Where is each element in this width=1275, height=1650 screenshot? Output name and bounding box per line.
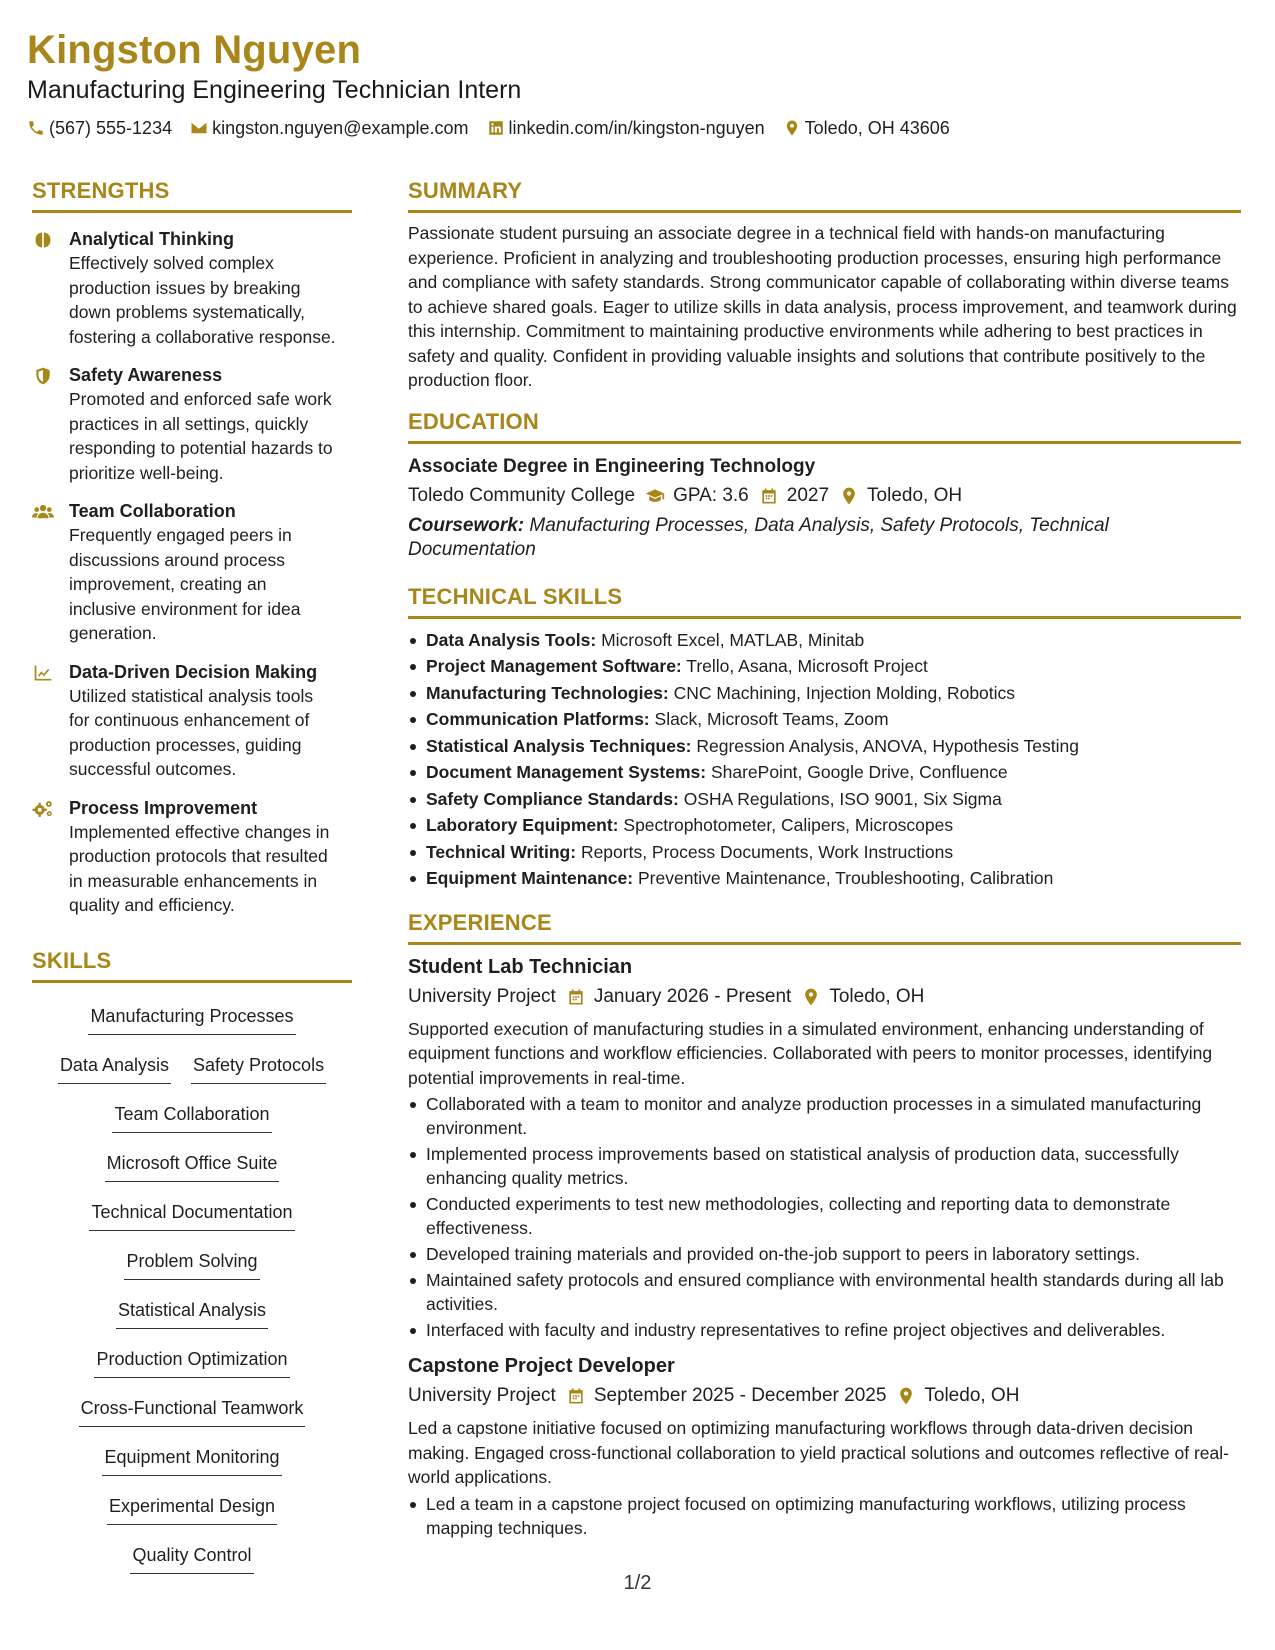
list-item: Developed training materials and provided on-the-job support to peers in laboratory settings. — [408, 1242, 1241, 1266]
skill-tag: Microsoft Office Suite — [105, 1149, 280, 1182]
strengths-heading: STRENGTHS — [32, 178, 170, 203]
map-pin-icon — [896, 1386, 916, 1406]
strengths-section — [32, 176, 352, 918]
email-text[interactable]: kingston.nguyen@example.com — [212, 118, 469, 138]
chart-line-icon — [32, 663, 54, 683]
job-entry — [408, 1352, 1241, 1540]
strength-item — [32, 796, 352, 918]
skill-tag: Experimental Design — [107, 1492, 277, 1525]
skill-tag: Statistical Analysis — [116, 1296, 268, 1329]
list-item: Manufacturing Technologies: CNC Machining, Injection Molding, Robotics — [408, 680, 1241, 707]
shield-icon — [32, 366, 54, 386]
section-divider — [408, 942, 1241, 945]
strength-item — [32, 363, 352, 485]
phone-icon — [27, 119, 45, 137]
job-meta — [408, 1382, 1241, 1410]
brain-icon — [32, 230, 54, 250]
school-name: Toledo Community College — [408, 484, 636, 506]
users-icon — [32, 502, 54, 522]
job-description: Supported execution of manufacturing studies in a simulated environment, enhancing understanding of equipment functions and workflow efficiencies. Collaborated with peers to monitor processes, identifying potential improvements in real-time. — [408, 1018, 1213, 1088]
job-title: Capstone Project Developer — [408, 1355, 675, 1377]
job-meta — [408, 983, 1241, 1011]
skills-section — [32, 946, 352, 1583]
list-item: Statistical Analysis Techniques: Regression Analysis, ANOVA, Hypothesis Testing — [408, 733, 1241, 760]
list-item: Collaborated with a team to monitor and analyze production processes in a simulated manufacturing environment. — [408, 1092, 1241, 1140]
strength-desc: Effectively solved complex production issues by breaking down problems systematically, fostering a collaborative response. — [69, 253, 336, 347]
coursework-list: Manufacturing Processes, Data Analysis, Safety Protocols, Technical Documentation — [408, 514, 1109, 560]
grad-year: 2027 — [786, 484, 830, 506]
linkedin-text[interactable]: linkedin.com/in/kingston-nguyen — [508, 118, 765, 138]
right-column — [408, 176, 1241, 1542]
strength-item — [32, 660, 352, 782]
list-item: Project Management Software: Trello, Asana, Microsoft Project — [408, 653, 1241, 680]
gpa: GPA: 3.6 — [673, 484, 749, 506]
linkedin-icon — [487, 119, 505, 137]
phone-text: (567) 555-1234 — [49, 118, 173, 138]
page-number: 1/2 — [623, 1572, 652, 1594]
strength-title: Safety Awareness — [69, 365, 223, 385]
job-location: Toledo, OH — [829, 985, 925, 1007]
map-pin-icon — [801, 987, 821, 1007]
job-dates: September 2025 - December 2025 — [593, 1385, 887, 1406]
job-description: Led a capstone initiative focused on optimizing manufacturing workflows through data-driven decision making. Engaged cross-functional collaboration to yield practical solutions and outcomes reflective of real-world applications. — [408, 1418, 1229, 1487]
skill-tag: Quality Control — [130, 1541, 253, 1574]
skill-tag: Team Collaboration — [112, 1100, 271, 1133]
strength-desc: Implemented effective changes in production protocols that resulted in measurable enhancements in quality and efficiency. — [69, 821, 330, 915]
job-entry — [408, 953, 1241, 1343]
list-item: Document Management Systems: SharePoint, Google Drive, Confluence — [408, 759, 1241, 786]
summary-text: Passionate student pursuing an associate degree in a technical field with hands-on manufacturing experience. Proficient in analyzing and troubleshooting production processes, ensuring high performance and compliance with safety standards. Strong communicator capable of collaborating within diverse teams to achieve shared goals. Eager to utilize skills in data analysis, process improvement, and teamwork during this internship. Commitment to maintaining productive environments while adhering to best practices in safety and quality. Confident in providing valuable insights and solutions that contribute positively to the production floor. — [408, 223, 1237, 390]
strength-title: Data-Driven Decision Making — [69, 661, 318, 682]
coursework-label: Coursework: — [408, 514, 525, 536]
skill-tag: Equipment Monitoring — [102, 1443, 281, 1476]
list-item: Conducted experiments to test new methodologies, collecting and reporting data to demonstrate effectiveness. — [408, 1192, 1241, 1240]
degree-title: Associate Degree in Engineering Technology — [408, 455, 816, 477]
list-item: Interfaced with faculty and industry representatives to refine project objectives and deliverables. — [408, 1318, 1241, 1342]
job-bullets — [408, 1092, 1241, 1342]
calendar-icon — [759, 486, 779, 506]
job-org: University Project — [408, 985, 556, 1007]
calendar-icon — [566, 987, 586, 1007]
list-item: Safety Compliance Standards: OSHA Regulations, ISO 9001, Six Sigma — [408, 786, 1241, 813]
list-item: Maintained safety protocols and ensured compliance with environmental health standards during all lab activities. — [408, 1268, 1241, 1316]
summary-heading: SUMMARY — [408, 178, 523, 203]
left-column — [32, 176, 352, 1583]
list-item: Communication Platforms: Slack, Microsoft Teams, Zoom — [408, 706, 1241, 733]
section-divider — [32, 980, 352, 983]
education-section — [408, 407, 1241, 562]
skill-tag: Manufacturing Processes — [88, 1002, 295, 1035]
school-location: Toledo, OH — [867, 484, 963, 506]
contact-email[interactable] — [190, 116, 468, 140]
list-item: Led a team in a capstone project focused on optimizing manufacturing workflows, utilizing process mapping techniques. — [408, 1492, 1241, 1540]
education-heading: EDUCATION — [408, 408, 539, 434]
skill-tag: Safety Protocols — [191, 1051, 326, 1084]
job-title: Student Lab Technician — [408, 955, 633, 978]
skill-tag: Technical Documentation — [89, 1198, 294, 1231]
experience-section — [408, 908, 1241, 1540]
education-meta — [408, 482, 1241, 510]
strength-item — [32, 499, 352, 646]
skills-heading: SKILLS — [32, 947, 112, 973]
coursework — [408, 514, 1241, 562]
contact-phone — [27, 116, 172, 140]
technical-skills-list — [408, 627, 1241, 892]
strength-desc: Utilized statistical analysis tools for continuous enhancement of production processes, guiding successful outcomes. — [69, 685, 314, 779]
gears-icon — [32, 799, 54, 819]
strength-item — [32, 227, 352, 349]
section-divider — [32, 210, 352, 213]
skill-tag: Production Optimization — [94, 1345, 289, 1378]
job-dates: January 2026 - Present — [593, 985, 792, 1007]
resume-header — [27, 26, 1247, 140]
list-item: Data Analysis Tools: Microsoft Excel, MATLAB, Minitab — [408, 627, 1241, 654]
calendar-icon — [566, 1386, 586, 1406]
map-pin-icon — [783, 119, 801, 137]
envelope-icon — [190, 119, 208, 137]
list-item: Equipment Maintenance: Preventive Maintenance, Troubleshooting, Calibration — [408, 865, 1241, 892]
experience-heading: EXPERIENCE — [408, 909, 552, 935]
skill-tag: Cross-Functional Teamwork — [79, 1394, 306, 1427]
contact-location — [783, 116, 950, 140]
strength-title: Process Improvement — [69, 797, 258, 818]
skills-list — [32, 995, 352, 1583]
section-divider — [408, 616, 1241, 619]
strength-title: Team Collaboration — [69, 501, 236, 521]
skill-tag: Problem Solving — [124, 1247, 259, 1280]
candidate-title: Manufacturing Engineering Technician Intern — [27, 76, 522, 104]
candidate-name: Kingston Nguyen — [27, 28, 362, 72]
list-item: Laboratory Equipment: Spectrophotometer, Calipers, Microscopes — [408, 812, 1241, 839]
list-item: Technical Writing: Reports, Process Documents, Work Instructions — [408, 839, 1241, 866]
skill-tag: Data Analysis — [58, 1051, 171, 1084]
section-divider — [408, 441, 1241, 444]
contact-bar — [27, 116, 1247, 140]
strength-title: Analytical Thinking — [69, 229, 235, 249]
map-pin-icon — [839, 486, 859, 506]
strength-desc: Promoted and enforced safe work practices in all settings, quickly responding to potential hazards to prioritize well-being. — [69, 389, 333, 483]
job-bullets — [408, 1492, 1241, 1540]
list-item: Implemented process improvements based on statistical analysis of production data, successfully enhancing quality metrics. — [408, 1142, 1241, 1190]
job-location: Toledo, OH — [924, 1385, 1020, 1406]
location-text: Toledo, OH 43606 — [804, 118, 950, 138]
technical-skills-heading: TECHNICAL SKILLS — [408, 583, 623, 609]
strength-desc: Frequently engaged peers in discussions around process improvement, creating an inclusive environment for idea generation. — [69, 525, 301, 643]
contact-linkedin[interactable] — [487, 116, 765, 140]
job-org: University Project — [408, 1385, 556, 1406]
technical-skills-section — [408, 582, 1241, 892]
section-divider — [408, 210, 1241, 213]
graduation-cap-icon — [645, 486, 665, 506]
summary-section — [408, 176, 1241, 393]
